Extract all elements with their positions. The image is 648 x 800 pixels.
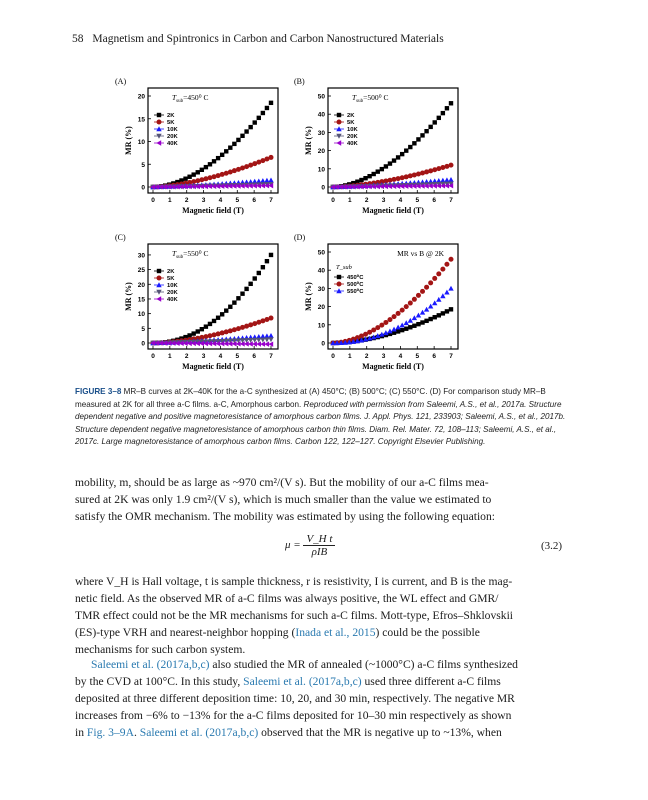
y-tick-label: 25 — [137, 267, 145, 275]
data-point — [212, 319, 216, 323]
panel-letter: (B) — [294, 77, 305, 86]
data-point — [208, 322, 212, 326]
chart-title: $T_{sub}=550^0$ C — [172, 249, 209, 260]
y-tick-label: 0 — [141, 184, 145, 192]
chart-svg — [115, 233, 290, 393]
legend-marker — [156, 140, 161, 145]
text-span: (ES)-type VRH and nearest-neighbor hopping ( — [75, 626, 296, 640]
x-tick-label: 0 — [331, 197, 335, 204]
x-tick-label: 5 — [235, 353, 240, 360]
chart-title: $T_{sub}=500^0$ C — [352, 93, 389, 104]
data-point — [268, 337, 273, 342]
legend-label: 450⁰C — [347, 275, 364, 282]
text-line: mechanisms for such carbon system. — [75, 643, 246, 657]
data-point — [204, 324, 208, 328]
data-point — [268, 333, 273, 338]
x-axis-label: Magnetic field (T) — [182, 206, 244, 215]
x-tick-label: 4 — [398, 197, 403, 204]
x-tick-label: 7 — [269, 197, 273, 204]
y-tick-label: 30 — [317, 129, 325, 137]
x-tick-label: 1 — [168, 197, 172, 204]
figure-panel-a — [115, 77, 290, 242]
x-tick-label: 2 — [364, 353, 369, 360]
x-axis-label: Magnetic field (T) — [182, 362, 244, 371]
data-point — [257, 116, 261, 120]
x-tick-label: 5 — [415, 197, 420, 204]
y-tick-label: 20 — [317, 148, 325, 156]
y-tick-label: 20 — [317, 304, 325, 312]
data-point — [392, 314, 397, 319]
legend-marker — [337, 275, 341, 279]
data-point — [191, 331, 195, 335]
x-axis-label: Magnetic field (T) — [362, 362, 424, 371]
data-point — [191, 172, 195, 176]
y-tick-label: 40 — [317, 267, 325, 275]
data-point — [220, 153, 224, 157]
text-span: ) could be the possible — [375, 626, 480, 640]
data-point — [445, 106, 449, 110]
data-point — [420, 320, 424, 324]
paragraph-1 — [75, 474, 558, 525]
data-point — [183, 177, 187, 181]
text-line: where V_H is Hall voltage, t is sample thickness, r is resistivity, I is current, and B is the mag- — [75, 575, 513, 588]
x-axis-label: Magnetic field (T) — [362, 206, 424, 215]
y-tick-label: 0 — [321, 184, 325, 192]
x-tick-label: 4 — [218, 197, 223, 204]
data-point — [392, 158, 396, 162]
legend-label: 5K — [347, 120, 355, 127]
data-point — [253, 276, 257, 280]
y-tick-label: 10 — [137, 139, 145, 146]
legend-label: 5K — [167, 120, 175, 127]
legend-label: 40K — [167, 297, 178, 304]
data-point — [444, 262, 449, 267]
legend-label: 550⁰C — [347, 289, 364, 296]
data-point — [428, 125, 432, 129]
equation-denominator: ρIB — [311, 546, 328, 558]
legend-marker — [156, 296, 161, 301]
data-point — [232, 300, 236, 304]
data-point — [257, 271, 261, 275]
data-point — [400, 328, 404, 332]
chart-svg — [294, 77, 470, 237]
y-tick-label: 40 — [317, 111, 325, 119]
data-point — [440, 267, 445, 272]
panel-letter: (C) — [115, 233, 126, 242]
x-tick-label: 6 — [252, 353, 256, 360]
data-point — [232, 142, 236, 146]
legend-label: 10K — [167, 127, 178, 134]
data-point — [253, 120, 257, 124]
legend-label: 40K — [347, 141, 358, 148]
data-point — [437, 116, 441, 120]
legend-label: 20K — [347, 134, 358, 141]
citation-link[interactable]: Saleemi et al. (2017a,b,c) — [139, 726, 259, 740]
x-tick-label: 0 — [331, 353, 335, 360]
data-point — [244, 287, 248, 291]
text-line — [75, 624, 558, 641]
chart-svg — [294, 233, 470, 393]
data-point — [424, 307, 429, 312]
data-point — [187, 175, 191, 179]
legend-marker — [337, 113, 341, 117]
data-point — [268, 177, 273, 182]
data-point — [437, 313, 441, 317]
x-tick-label: 4 — [218, 353, 223, 360]
citation-link[interactable]: Saleemi et al. (2017a,b,c) — [243, 675, 362, 689]
legend-label: 10K — [347, 127, 358, 134]
data-point — [196, 170, 200, 174]
x-tick-label: 6 — [432, 197, 436, 204]
data-point — [388, 161, 392, 165]
data-point — [269, 253, 273, 257]
x-tick-label: 4 — [398, 353, 403, 360]
data-point — [379, 323, 384, 328]
y-tick-label: 10 — [317, 166, 325, 174]
legend-label: 40K — [167, 141, 178, 148]
data-point — [433, 120, 437, 124]
y-tick-label: 30 — [137, 252, 145, 260]
legend-label: 20K — [167, 134, 178, 141]
citation-link[interactable]: Inada et al., 2015 — [295, 626, 376, 640]
page-header — [72, 33, 444, 45]
text-line: deposited at three different deposition time: 10, 20, and 30 min, respectively. The negative MR — [75, 692, 515, 706]
data-point — [376, 169, 380, 173]
data-point — [449, 257, 454, 262]
legend-label: 2K — [167, 113, 175, 120]
chart-title: MR vs B @ 2K — [397, 249, 444, 258]
y-tick-label: 50 — [317, 249, 325, 257]
y-tick-label: 15 — [137, 296, 145, 304]
equation-numerator: V_H t — [303, 533, 335, 546]
text-line: mobility, m, should be as large as ~970 cm²/(V s). But the mobility of our a-C films mea- — [75, 476, 489, 489]
data-point — [208, 162, 212, 166]
data-point — [383, 320, 388, 325]
paragraph-3 — [75, 656, 558, 741]
legend-marker — [157, 113, 161, 117]
legend-marker — [336, 140, 341, 145]
running-title: Magnetism and Spintronics in Carbon and Carbon Nanostructured Materials — [92, 33, 444, 45]
y-tick-label: 5 — [141, 161, 145, 169]
text-line: sured at 2K was only 1.9 cm²/(V s), which is much smaller than the value we estimated to — [75, 493, 492, 507]
data-point — [240, 291, 244, 295]
page-number: 58 — [72, 33, 84, 45]
data-point — [408, 145, 412, 149]
data-point — [436, 271, 441, 276]
figure-panel-c — [115, 233, 290, 398]
data-point — [448, 286, 453, 291]
data-point — [380, 167, 384, 171]
legend-label: 20K — [167, 290, 178, 297]
data-point — [404, 148, 408, 152]
y-tick-label: 10 — [137, 311, 145, 319]
caption-permission: Reproduced with permission from Saleemi, A.S., et al., 2017a. Structure dependent negative and positive magnetoresistance of amorphous carbon films. J. Appl. Phys. 121, 233903; Saleemi, A.S., et al., 2017b. Structure dependent negative magnetoresistance of amorphous carbon thin films. Diam. Rel. Mater. 72, 108–113; Saleemi, A.S., et al., 2017c. Large magnetoresistance of amorphous carbon films. Carbon 122, 122–127. Copyright Elsevier Publishing. — [75, 399, 566, 446]
equation — [285, 533, 335, 558]
data-point — [408, 325, 412, 329]
panel-letter: (A) — [115, 77, 127, 86]
caption-text: MR–B curves at 2K–40K for the a-C synthesized at (A) 450°C; (B) 500°C; (C) 550°C. (D) For comparison study MR–B measured at 2K for all three a-C films. a-C, Amorphous carbon. — [75, 387, 546, 409]
text-span: observed that the MR is negative up to ~13%, when — [258, 726, 502, 740]
text-span: also studied the MR of annealed (~1000°C) a-C films synthesized — [209, 658, 518, 671]
data-point — [359, 178, 363, 182]
text-span: by the CVD at 100°C. In this study, — [75, 675, 244, 689]
data-point — [412, 315, 417, 320]
data-point — [248, 125, 252, 129]
text-span: . — [133, 726, 140, 740]
figure-label: FIGURE 3–8 — [75, 387, 122, 396]
text-line: satisfy the OMR mechanism. The mobility was estimated by using the following equation: — [75, 510, 496, 524]
data-point — [424, 319, 428, 323]
data-point — [408, 318, 413, 323]
y-tick-label: 0 — [141, 340, 145, 348]
data-point — [224, 149, 228, 153]
data-point — [428, 317, 432, 321]
equation-number: (3.2) — [541, 540, 563, 552]
data-point — [449, 163, 454, 168]
text-line: TMR effect could not be the MR mechanisms for such a-C films. Mott-type, Efros–Shklovskii — [75, 609, 514, 623]
data-point — [200, 168, 204, 172]
data-point — [240, 134, 244, 138]
data-point — [420, 289, 425, 294]
figure-panel-b — [294, 77, 470, 242]
y-tick-label: 15 — [137, 116, 145, 124]
text-line: increases from −6% to −13% for the a-C films deposited for 10–30 min respectively as shown — [75, 709, 512, 723]
data-point — [363, 176, 367, 180]
y-axis-label: MR (%) — [304, 126, 313, 155]
legend-title: T_sub — [336, 264, 352, 271]
y-axis-label: MR (%) — [124, 126, 133, 155]
data-point — [269, 316, 274, 321]
data-point — [269, 155, 274, 160]
data-point — [200, 327, 204, 331]
x-tick-label: 2 — [184, 353, 189, 360]
data-point — [441, 311, 445, 315]
data-point — [261, 265, 265, 269]
x-tick-label: 7 — [449, 197, 453, 204]
text-line: netic field. As the observed MR of a-C films was always positive, the WL effect and GMR/ — [75, 592, 499, 606]
x-tick-label: 1 — [168, 353, 172, 360]
x-tick-label: 0 — [151, 353, 155, 360]
legend-label: 2K — [347, 113, 355, 120]
x-tick-label: 5 — [415, 353, 420, 360]
data-point — [448, 177, 453, 182]
data-point — [224, 308, 228, 312]
y-axis-label: MR (%) — [304, 282, 313, 311]
figure-panel-d — [294, 233, 470, 398]
y-tick-label: 30 — [317, 285, 325, 293]
data-point — [428, 280, 433, 285]
x-tick-label: 5 — [235, 197, 240, 204]
y-tick-label: 5 — [141, 325, 145, 333]
data-point — [204, 165, 208, 169]
legend-marker — [157, 276, 162, 281]
data-point — [387, 317, 392, 322]
data-point — [396, 155, 400, 159]
x-tick-label: 6 — [252, 197, 256, 204]
x-tick-label: 3 — [201, 353, 206, 360]
text-line — [75, 724, 558, 741]
data-point — [424, 129, 428, 133]
data-point — [433, 315, 437, 319]
legend-label: 5K — [167, 276, 175, 283]
y-tick-label: 0 — [321, 340, 325, 348]
equation-lhs: μ = — [285, 539, 301, 552]
x-tick-label: 2 — [364, 197, 369, 204]
data-point — [228, 305, 232, 309]
data-point — [416, 313, 421, 318]
figure-link[interactable]: Fig. 3–9A — [86, 726, 134, 740]
data-point — [449, 101, 453, 105]
data-point — [404, 304, 409, 309]
x-tick-label: 3 — [201, 197, 206, 204]
x-tick-label: 3 — [381, 197, 386, 204]
paragraph-2 — [75, 573, 558, 658]
data-point — [445, 309, 449, 313]
data-point — [371, 172, 375, 176]
data-point — [228, 145, 232, 149]
data-point — [212, 159, 216, 163]
chart-svg — [115, 77, 290, 237]
legend-label: 10K — [167, 283, 178, 290]
text-span: in — [75, 726, 87, 740]
data-point — [216, 316, 220, 320]
data-point — [416, 322, 420, 326]
legend-marker — [337, 120, 342, 125]
data-point — [244, 129, 248, 133]
data-point — [412, 141, 416, 145]
legend-label: 2K — [167, 269, 175, 276]
data-point — [384, 164, 388, 168]
figure-caption — [75, 386, 575, 449]
data-point — [248, 282, 252, 286]
data-point — [236, 296, 240, 300]
x-tick-label: 3 — [381, 353, 386, 360]
data-point — [367, 174, 371, 178]
data-point — [396, 311, 401, 316]
text-line — [75, 656, 558, 673]
x-tick-label: 2 — [184, 197, 189, 204]
y-tick-label: 10 — [317, 322, 325, 330]
data-point — [265, 106, 269, 110]
x-tick-label: 6 — [432, 353, 436, 360]
y-tick-label: 50 — [317, 93, 325, 101]
x-tick-label: 7 — [269, 353, 273, 360]
data-point — [416, 137, 420, 141]
data-point — [420, 310, 425, 315]
text-line — [75, 673, 558, 690]
data-point — [261, 111, 265, 115]
data-point — [441, 111, 445, 115]
legend-label: 500⁰C — [347, 282, 364, 289]
data-point — [449, 307, 453, 311]
data-point — [416, 293, 421, 298]
x-tick-label: 7 — [449, 353, 453, 360]
legend-marker — [157, 120, 162, 125]
data-point — [424, 285, 429, 290]
legend-marker — [337, 282, 342, 287]
text-span: used three different a-C films — [361, 675, 501, 689]
legend-marker — [157, 269, 161, 273]
data-point — [269, 101, 273, 105]
data-point — [432, 276, 437, 281]
data-point — [412, 324, 416, 328]
data-point — [236, 138, 240, 142]
data-point — [408, 301, 413, 306]
data-point — [400, 308, 405, 313]
x-tick-label: 1 — [348, 197, 352, 204]
x-tick-label: 1 — [348, 353, 352, 360]
data-point — [400, 152, 404, 156]
data-point — [196, 329, 200, 333]
y-axis-label: MR (%) — [124, 282, 133, 311]
x-tick-label: 0 — [151, 197, 155, 204]
data-point — [420, 133, 424, 137]
y-tick-label: 20 — [137, 281, 145, 289]
data-point — [412, 297, 417, 302]
data-point — [220, 312, 224, 316]
data-point — [216, 156, 220, 160]
citation-link[interactable]: Saleemi et al. (2017a,b,c) — [91, 658, 210, 671]
y-tick-label: 20 — [137, 93, 145, 101]
data-point — [187, 333, 191, 337]
data-point — [265, 259, 269, 263]
chart-title: $T_{sub}=450^0$ C — [172, 93, 209, 104]
panel-letter: (D) — [294, 233, 306, 242]
